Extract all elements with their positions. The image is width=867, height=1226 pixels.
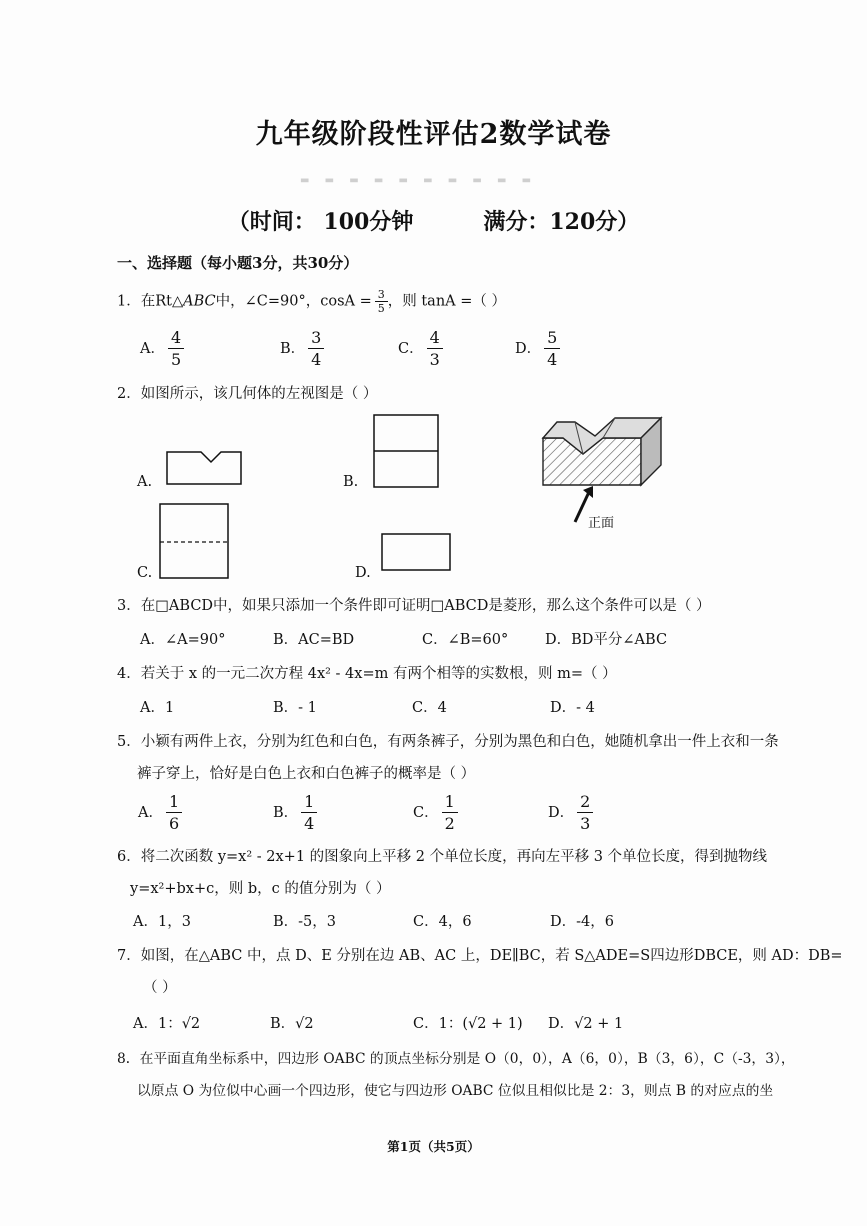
q5-option-a[interactable]: A． $\frac{1}{6}$ <box>138 794 182 832</box>
q2-option-c-figure[interactable] <box>158 502 230 580</box>
q1-option-a[interactable]: A． $\frac{4}{5}$ <box>140 330 184 368</box>
page-footer: 第1页（共5页） <box>387 1139 480 1154</box>
front-label: 正面 <box>588 516 615 531</box>
q1-option-b[interactable]: B． $\frac{3}{4}$ <box>280 330 324 368</box>
q4-option-d[interactable]: D．- 4 <box>550 700 595 716</box>
question-5-line-1: 5．小颖有两件上衣，分别为红色和白色，有两条裤子，分别为黑色和白色，她随机拿出一件上衣和一条 <box>117 734 779 750</box>
q2-option-d-figure[interactable] <box>380 532 452 572</box>
q3-option-b[interactable]: B．AC=BD <box>273 632 355 648</box>
question-1: 1．在Rt△ABC中，∠C=90°，cosA = $\frac{3}{5}$ ，则 tanA =（ ） <box>117 288 507 315</box>
q5-option-c[interactable]: C． $\frac{1}{2}$ <box>413 794 458 832</box>
q7-option-c[interactable]: C．1：(√2 + 1) <box>413 1016 523 1032</box>
question-3: 3．在□ABCD中，如果只添加一个条件即可证明□ABCD是菱形，那么这个条件可以是（ ） <box>117 598 711 614</box>
q1-option-c[interactable]: C． $\frac{4}{3}$ <box>398 330 443 368</box>
exam-info <box>0 205 867 236</box>
q2-option-a-label[interactable]: A. <box>137 474 153 490</box>
question-2: 2．如图所示，该几何体的左视图是（ ） <box>117 386 378 402</box>
q2-option-b-figure[interactable] <box>372 413 442 489</box>
exam-time: （时间： 100分钟 <box>227 209 414 235</box>
q1-option-d[interactable]: D． $\frac{5}{4}$ <box>515 330 560 368</box>
question-8-line-2: 以原点 O 为位似中心画一个四边形，使它与四边形 OABC 位似且相似比是 2：3，则点 B 的对应点的坐 <box>137 1083 774 1099</box>
q6-option-c[interactable]: C．4，6 <box>413 914 472 930</box>
q5-option-d[interactable]: D． $\frac{2}{3}$ <box>548 794 593 832</box>
exam-title: 九年级阶段性评估2数学试卷 <box>255 119 612 150</box>
q6-option-d[interactable]: D．-4，6 <box>550 914 614 930</box>
q3-option-a[interactable]: A．∠A=90° <box>140 632 226 648</box>
q7-option-b[interactable]: B．√2 <box>270 1016 314 1032</box>
cos-fraction: $\frac{3}{5}$ <box>375 288 388 315</box>
q4-option-a[interactable]: A．1 <box>140 700 175 716</box>
section-heading: 一、选择题（每小题3分，共30分） <box>117 254 359 272</box>
exam-score: 满分：120分） <box>483 209 640 235</box>
q7-option-a[interactable]: A．1：√2 <box>133 1016 201 1032</box>
q2-option-d-label[interactable]: D. <box>355 565 371 581</box>
q6-option-a[interactable]: A．1，3 <box>133 914 191 930</box>
q2-option-c-label[interactable]: C. <box>137 565 153 581</box>
q4-option-b[interactable]: B．- 1 <box>273 700 317 716</box>
q5-option-b[interactable]: B． $\frac{1}{4}$ <box>273 794 317 832</box>
q4-option-c[interactable]: C．4 <box>412 700 447 716</box>
q3-option-c[interactable]: C．∠B=60° <box>422 632 509 648</box>
q6-option-b[interactable]: B．-5，3 <box>273 914 337 930</box>
faded-line: ▬ ▬ ▬ ▬ ▬ ▬ ▬ ▬ ▬ ▬ <box>300 175 538 185</box>
question-6-line-1: 6．将二次函数 y=x² - 2x+1 的图象向上平移 2 个单位长度，再向左平移 3 个单位长度，得到抛物线 <box>117 849 768 865</box>
question-7-line-2: （ ） <box>143 980 177 996</box>
question-4: 4．若关于 x 的一元二次方程 4x² - 4x=m 有两个相等的实数根，则 m=（ ） <box>117 666 617 682</box>
question-5-line-2: 裤子穿上，恰好是白色上衣和白色裤子的概率是（ ） <box>137 766 476 782</box>
question-7-line-1: 7．如图，在△ABC 中，点 D、E 分别在边 AB、AC 上，DE∥BC，若 S△ADE=S四边形DBCE，则 AD：DB= <box>117 948 843 964</box>
q3-option-d[interactable]: D．BD平分∠ABC <box>545 632 668 648</box>
question-8-line-1: 8．在平面直角坐标系中，四边形 OABC 的顶点坐标分别是 O（0，0），A（6，0），B（3，6），C（-3，3）， <box>117 1051 795 1067</box>
q2-option-a-figure[interactable] <box>165 450 245 488</box>
q2-option-b-label[interactable]: B. <box>343 474 359 490</box>
q7-option-d[interactable]: D．√2 + 1 <box>548 1016 624 1032</box>
question-6-line-2: y=x²+bx+c，则 b，c 的值分别为（ ） <box>130 881 391 897</box>
